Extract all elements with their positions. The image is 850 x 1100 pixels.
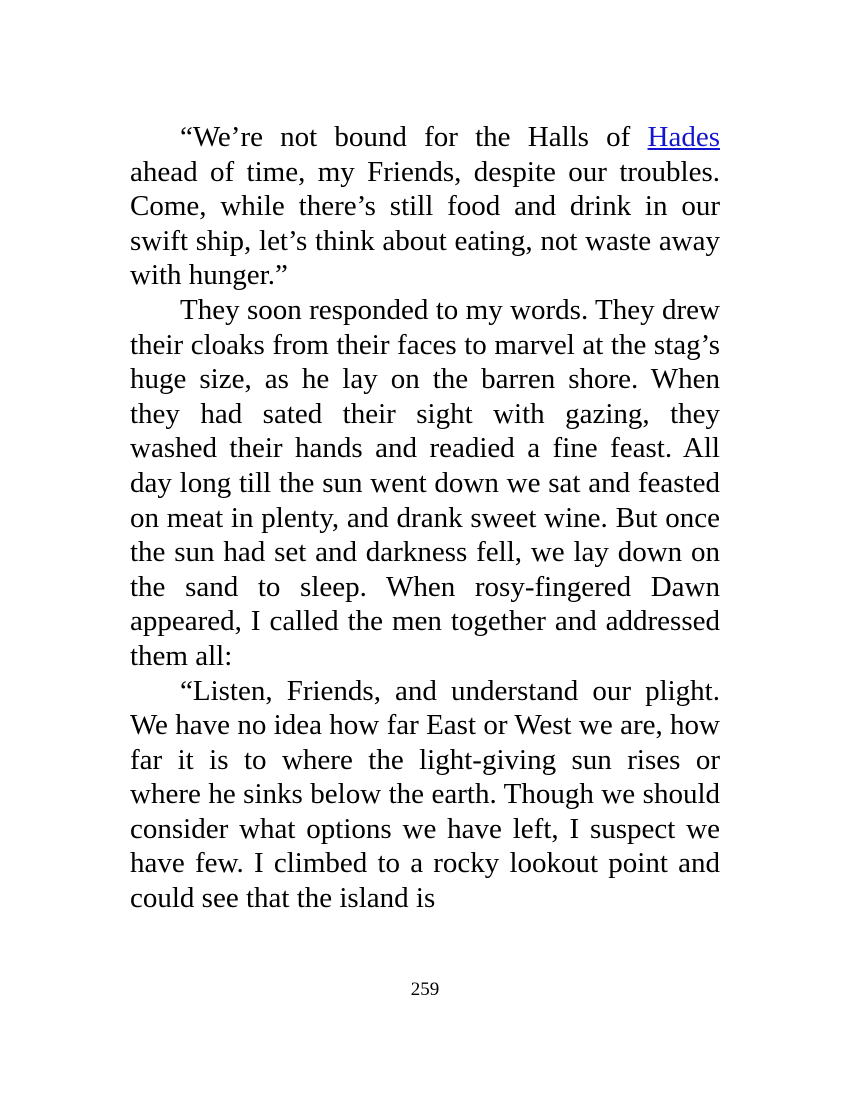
paragraph-plight: “Listen, Friends, and understand our plight. We have no idea how far East or West we are, how far it is to where the light-giving sun rises or where he sinks below the earth. Though we should consider what options we have left, I suspect we have few. I climbed to a rocky lookout point and could see that the island is [130,674,720,915]
page-body [130,120,720,916]
paragraph-hades [130,120,720,293]
page-number: 259 [410,979,440,1000]
paragraph-1-text-start: “We’re not bound for the Halls of [180,121,648,153]
paragraph-1-text-end: ahead of time, my Friends, despite our troubles. Come, while there’s still food and drink in our swift ship, let’s think about eating, not waste away with hunger.” [130,155,720,292]
paragraph-feast: They soon responded to my words. They drew their cloaks from their faces to marvel at the stag’s huge size, as he lay on the barren shore. When they had sated their sight with gazing, they washed their hands and readied a fine feast. All day long till the sun went down we sat and feasted on meat in plenty, and drank sweet wine. But once the sun had set and darkness fell, we lay down on the sand to sleep. When rosy-fingered Dawn appeared, I called the men together and addressed them all: [130,293,720,672]
hades-link[interactable]: Hades [647,121,720,153]
